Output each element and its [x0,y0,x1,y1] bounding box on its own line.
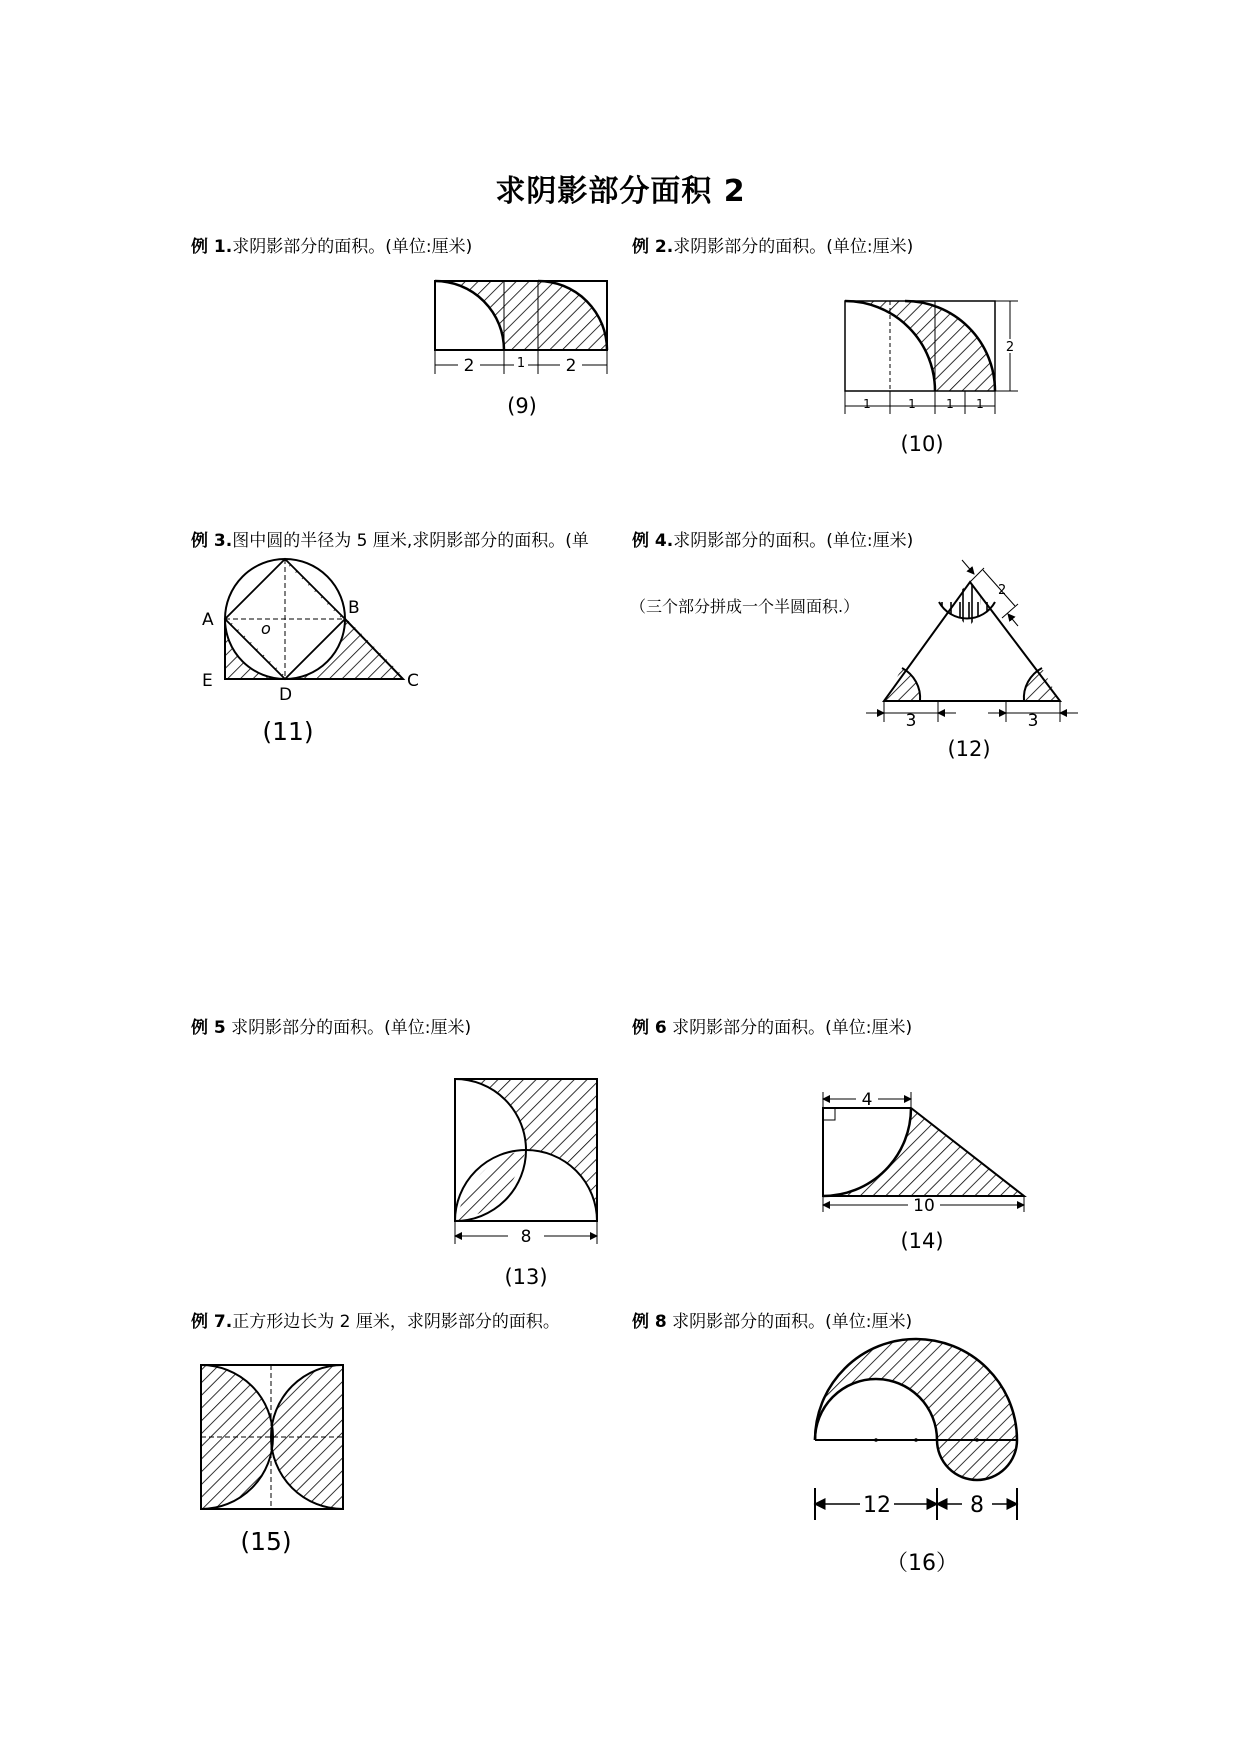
figure-15 [196,1362,356,1562]
dimension-label: 3 [1027,711,1039,731]
dimension-label: 1 [908,397,916,411]
example-number: 例 7. [191,1312,233,1332]
figure-10 [840,296,1030,466]
example-number: 例 1. [191,237,233,257]
figure-caption: (11) [262,717,314,746]
example-1-heading [191,236,472,258]
example-text: 求阴影部分的面积。(单位:厘米) [673,237,914,257]
figure-caption: (10) [900,432,944,456]
dimension-label: 8 [520,1227,532,1247]
example-3-heading [191,530,589,552]
figure-13 [450,1076,610,1291]
example-text: 求阴影部分的面积。(单位:厘米) [225,1018,472,1038]
example-number: 例 6 [632,1018,667,1038]
page-title: 求阴影部分面积 2 [495,174,746,209]
example-2-heading [632,236,913,258]
point-label-a: A [202,610,214,630]
example-4-heading [632,530,913,552]
figure-caption: (14) [900,1229,944,1253]
dimension-label: 8 [970,1493,984,1518]
dimension-label: 3 [905,711,917,731]
example-text: 正方形边长为 2 厘米，求阴影部分的面积。 [232,1312,560,1332]
example-text: 求阴影部分的面积。(单位:厘米) [666,1018,913,1038]
point-label-d: D [279,685,293,705]
example-number: 例 4. [632,531,674,551]
point-label-c: C [407,671,419,691]
point-label-b: B [348,598,360,618]
figure-caption: (13) [504,1265,548,1289]
point-label-e: E [202,671,213,691]
dimension-label: 2 [463,356,475,376]
figure-9 [430,278,620,418]
example-7-heading [191,1311,560,1333]
example-6-heading [632,1017,912,1039]
example-number: 例 3. [191,531,233,551]
figure-caption: (9) [507,394,537,418]
example-4-note: （三个部分拼成一个半圆面积.） [630,597,860,616]
dimension-label: 10 [913,1196,935,1216]
dimension-label: 2 [565,356,577,376]
example-number: 例 2. [632,237,674,257]
example-text: 求阴影部分的面积。(单位:厘米) [232,237,473,257]
dimension-label: 1 [516,356,526,371]
dimension-label: 12 [863,1493,891,1518]
dimension-label: 2 [1005,340,1015,355]
dimension-label: 1 [946,397,954,411]
figure-caption: （16） [886,1551,958,1576]
figure-caption: (12) [947,737,991,761]
figure-16 [810,1348,1040,1588]
figure-12 [860,560,1080,770]
figure-11 [195,558,435,748]
example-8-heading [632,1311,912,1333]
dimension-label: 1 [976,397,984,411]
dimension-label: 2 [998,583,1007,598]
example-text: 图中圆的半径为 5 厘米,求阴影部分的面积。(单 [232,531,589,551]
point-label-o: o [261,619,271,638]
example-text: 求阴影部分的面积。(单位:厘米) [666,1312,913,1332]
example-number: 例 5 [191,1018,226,1038]
example-number: 例 8 [632,1312,667,1332]
figure-caption: (15) [240,1527,292,1556]
figure-14 [818,1072,1038,1262]
example-5-heading [191,1017,471,1039]
dimension-label: 4 [861,1090,873,1110]
example-text: 求阴影部分的面积。(单位:厘米) [673,531,914,551]
dimension-label: 1 [863,397,871,411]
